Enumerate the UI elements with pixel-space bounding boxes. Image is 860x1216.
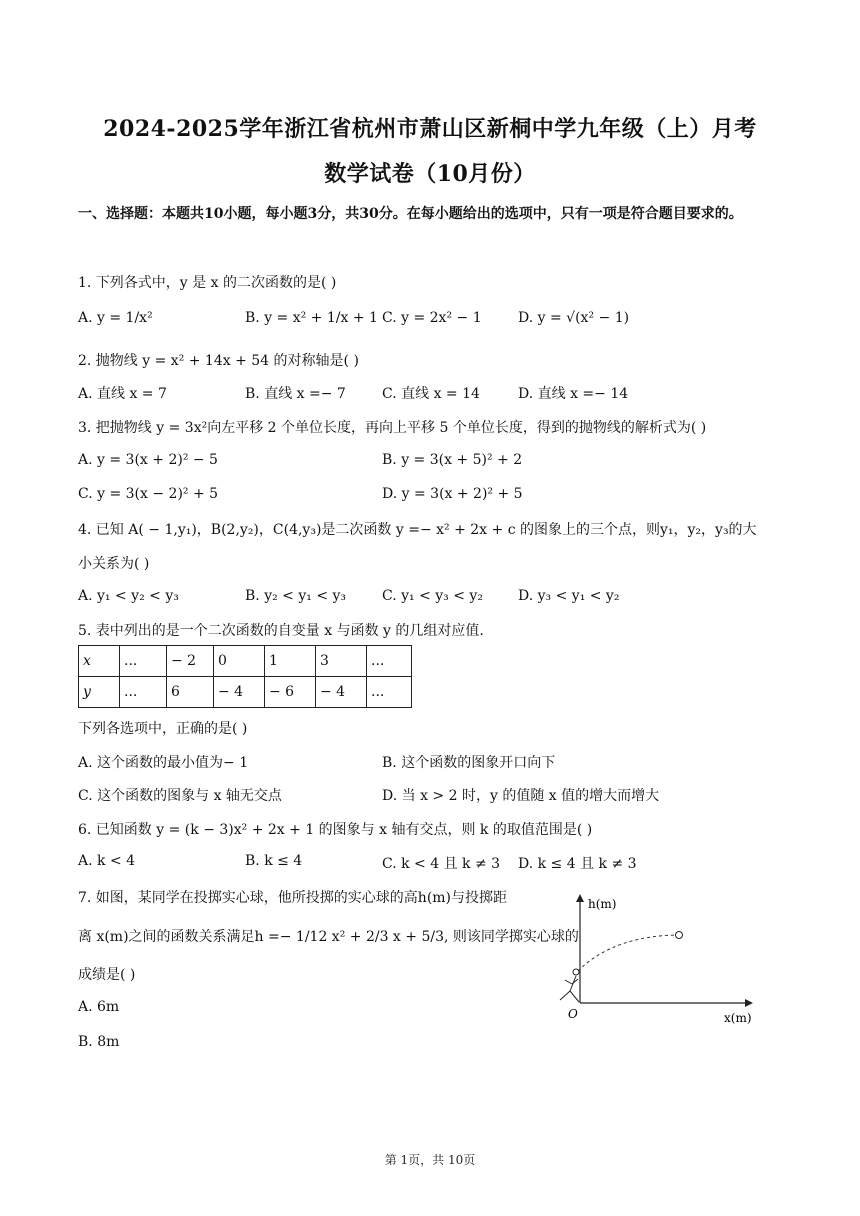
q5-option-c: C. 这个函数的图象与 x 轴无交点: [78, 788, 282, 804]
q1-stem: 1. 下列各式中，y 是 x 的二次函数的是( ): [78, 275, 337, 291]
table-cell: ...: [120, 677, 167, 708]
q6-option-c: C. k < 4 且 k ≠ 3: [382, 856, 501, 872]
q5-prompt: 下列各选项中，正确的是( ): [78, 721, 248, 737]
table-row: [79, 677, 412, 708]
table-cell: 1: [265, 646, 316, 677]
table-cell: 0: [214, 646, 265, 677]
q3-stem: 3. 把抛物线 y = 3x²向左平移 2 个单位长度，再向上平移 5 个单位长度，得到的抛物线的解析式为( ): [78, 420, 707, 436]
q6-option-a: A. k < 4: [78, 853, 136, 869]
page-title-line2: 数学试卷（10月份）: [324, 161, 536, 187]
q5-value-table: [78, 645, 412, 708]
q4-stem-line2: 小关系为( ): [78, 556, 150, 572]
y-axis-arrow-icon: [576, 894, 584, 902]
q3-option-d: D. y = 3(x + 2)² + 5: [382, 486, 523, 502]
q2-option-a: A. 直线 x = 7: [78, 386, 167, 402]
q5-option-d: D. 当 x > 2 时，y 的值随 x 值的增大而增大: [382, 788, 660, 804]
table-row: [79, 646, 412, 677]
table-cell: ...: [120, 646, 167, 677]
table-cell: 6: [167, 677, 214, 708]
q3-option-c: C. y = 3(x − 2)² + 5: [78, 486, 219, 502]
q7-option-b: B. 8m: [78, 1034, 120, 1050]
x-axis-arrow-icon: [745, 999, 753, 1007]
table-cell: ...: [367, 677, 412, 708]
q1-option-c: C. y = 2x² − 1: [382, 310, 482, 326]
q2-option-b: B. 直线 x =− 7: [245, 386, 346, 402]
x-axis-label: x(m): [724, 1011, 752, 1025]
table-cell: − 2: [167, 646, 214, 677]
trajectory-curve: [578, 935, 678, 971]
q7-option-a: A. 6m: [78, 999, 120, 1015]
q4-option-b: B. y₂ < y₁ < y₃: [245, 588, 347, 604]
table-cell: x: [79, 646, 120, 677]
table-cell: 3: [316, 646, 367, 677]
q4-option-a: A. y₁ < y₂ < y₃: [78, 588, 179, 604]
ball-end-icon: [676, 932, 683, 939]
q7-stem-line1: 7. 如图，某同学在投掷实心球，他所投掷的实心球的高h(m)与投掷距: [78, 890, 508, 906]
q3-option-a: A. y = 3(x + 2)² − 5: [78, 452, 218, 468]
q5-option-a: A. 这个函数的最小值为− 1: [78, 755, 249, 771]
q6-stem: 6. 已知函数 y = (k − 3)x² + 2x + 1 的图象与 x 轴有交点，则 k 的取值范围是( ): [78, 822, 593, 838]
ball-start-icon: [573, 969, 579, 975]
table-cell: − 4: [214, 677, 265, 708]
q6-option-d: D. k ≤ 4 且 k ≠ 3: [518, 856, 637, 872]
q1-option-a: A. y = 1/x²: [78, 310, 153, 326]
q2-option-d: D. 直线 x =− 14: [518, 386, 629, 402]
q2-option-c: C. 直线 x = 14: [382, 386, 480, 402]
table-cell: − 4: [316, 677, 367, 708]
q7-trajectory-figure: [548, 888, 763, 1028]
table-cell: y: [79, 677, 120, 708]
section-heading: 一、选择题：本题共10小题，每小题3分，共30分。在每小题给出的选项中，只有一项是符合题目要求的。: [78, 206, 743, 222]
origin-label: O: [568, 1007, 578, 1021]
q4-stem-line1: 4. 已知 A( − 1,y₁)，B(2,y₂)，C(4,y₃)是二次函数 y =− x² + 2x + c 的图象上的三个点，则y₁，y₂，y₃的大: [78, 522, 757, 538]
q5-option-b: B. 这个函数的图象开口向下: [382, 755, 556, 771]
q4-option-c: C. y₁ < y₃ < y₂: [382, 588, 483, 604]
q1-option-d: D. y = √(x² − 1): [518, 310, 630, 326]
table-cell: − 6: [265, 677, 316, 708]
page-footer: 第 1页，共 10页: [384, 1153, 476, 1167]
q2-stem: 2. 抛物线 y = x² + 14x + 54 的对称轴是( ): [78, 353, 359, 369]
q7-stem-line2: 离 x(m)之间的函数关系满足h =− 1/12 x² + 2/3 x + 5/3, 则该同学掷实心球的: [78, 929, 579, 945]
q1-option-b: B. y = x² + 1/x + 1: [245, 310, 378, 326]
table-cell: ...: [367, 646, 412, 677]
y-axis-label: h(m): [588, 897, 617, 911]
thrower-figure-icon: [560, 976, 579, 1002]
q7-stem-line3: 成绩是( ): [78, 967, 136, 983]
q3-option-b: B. y = 3(x + 5)² + 2: [382, 452, 523, 468]
page-title-line1: 2024-2025学年浙江省杭州市萧山区新桐中学九年级（上）月考: [103, 116, 757, 142]
q4-option-d: D. y₃ < y₁ < y₂: [518, 588, 620, 604]
q5-stem: 5. 表中列出的是一个二次函数的自变量 x 与函数 y 的几组对应值.: [78, 623, 484, 639]
q6-option-b: B. k ≤ 4: [245, 853, 303, 869]
